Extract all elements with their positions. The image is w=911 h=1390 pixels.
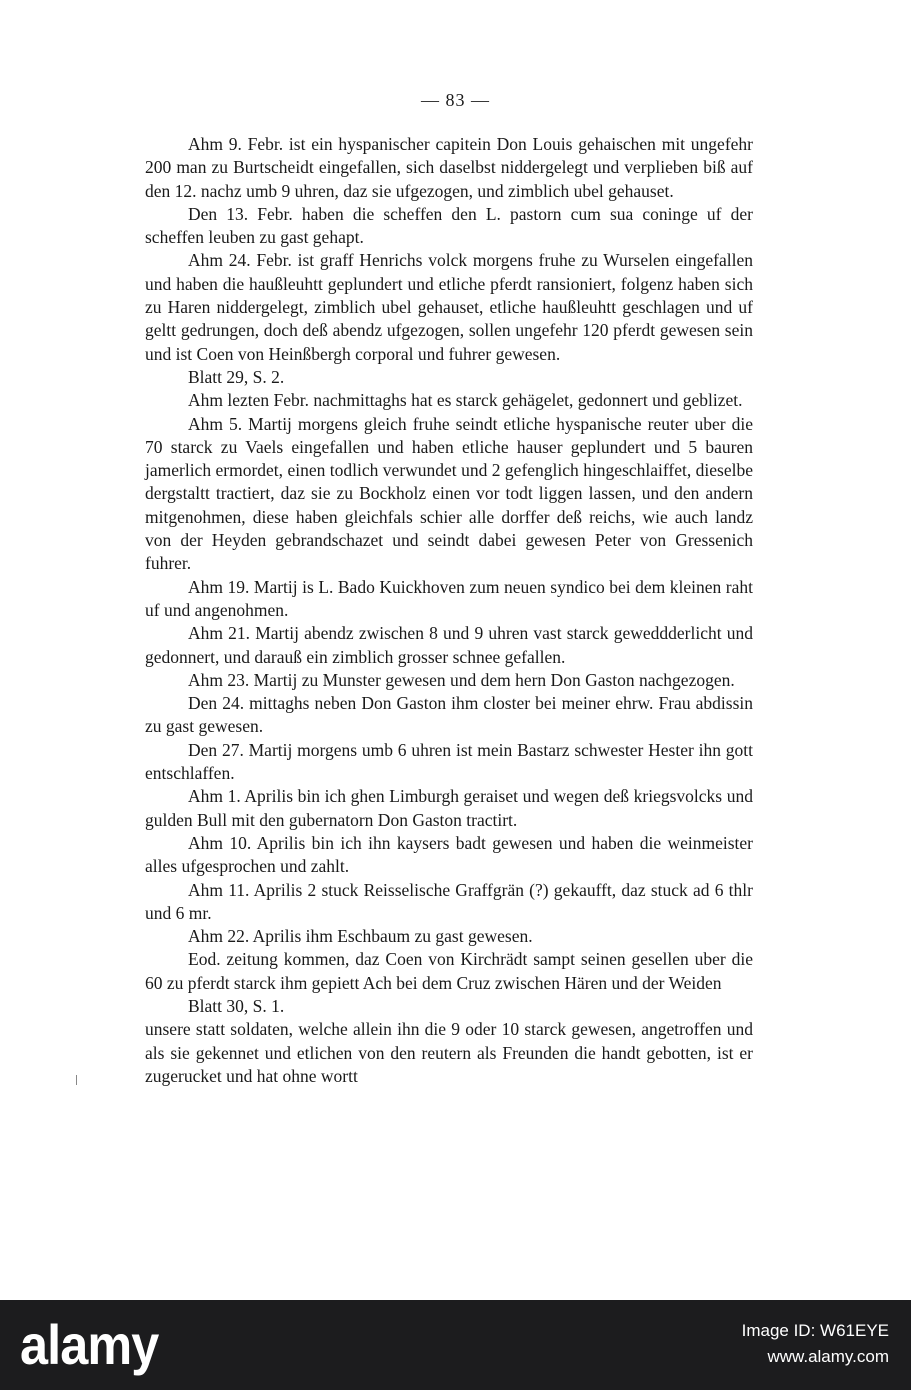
alamy-logo: alamy (20, 1313, 159, 1376)
paragraph: Ahm 22. Aprilis ihm Eschbaum zu gast gewesen. (188, 926, 533, 947)
paragraph: Blatt 30, S. 1. (188, 995, 285, 1016)
paragraph: Ahm 10. Aprilis bin ich ihn kaysers badt gewesen und haben die weinmeister alles ufgesprochen und zahlt. (145, 832, 753, 877)
paragraph: Ahm 24. Febr. ist graff Henrichs volck morgens fruhe zu Wurselen eingefallen und haben die haußleuhtt geplundert und etliche pferdt ransioniert, folgenz haben sich zu Haren niddergelegt, zimblich ubel gehauset, etliche haußleuhtt geschlagen und uf geltt gedrungen, doch deß abendz ufgezogen, sollen ungefehr 120 pferdt gewesen sein und ist Coen von Heinßbergh corporal und fuhrer gewesen. (145, 250, 753, 364)
paragraph: Den 24. mittaghs neben Don Gaston ihm closter bei meiner ehrw. Frau abdissin zu gast gewesen. (145, 693, 753, 737)
watermark-footer (0, 1300, 911, 1390)
paragraph: Eod. zeitung kommen, daz Coen von Kirchrädt sampt seinen gesellen uber die 60 zu pferdt starck ihm gepiett Ach bei dem Cruz zwischen Hären und der Weiden (145, 949, 753, 993)
paragraph: Ahm 11. Aprilis 2 stuck Reisselische Graffgrän (?) gekaufft, daz stuck ad 6 thlr und 6 mr. (145, 879, 753, 923)
paragraph: Ahm 5. Martij morgens gleich fruhe seindt etliche hyspanische reuter uber die 70 starck zu Vaels eingefallen und haben etliche hauser geplundert und 5 bauren jamerlich ermordet, einen todlich verwundet und 2 gefenglich hingeschlaiffet, dieselbe dergstaltt tractiert, daz sie zu Bockholz einen vor todt liggen lassen, und den andern mitgenohmen, diese haben gleichfals schier alle dorffer deß reichs, wie auch landz von der Heyden gebrandschazet und seindt dabei gewesen Peter von Gressenich fuhrer. (145, 413, 753, 574)
paragraph: Den 27. Martij morgens umb 6 uhren ist mein Bastarz schwester Hester ihn gott entschlaffen. (145, 739, 753, 784)
document-body (145, 133, 753, 1088)
paragraph: unsere statt soldaten, welche allein ihn die 9 oder 10 starck gewesen, angetroffen und als sie gekennet und etlichen von den reutern als Freunden die handt gebotten, ist er zugerucket und hat ohne wortt (145, 1019, 753, 1086)
paragraph: Ahm lezten Febr. nachmittaghs hat es starck gehägelet, gedonnert und geblizet. (188, 390, 743, 411)
scan-speck (76, 1075, 77, 1085)
page-number: — 83 — (421, 90, 490, 110)
paragraph: Den 13. Febr. haben die scheffen den L. pastorn cum sua coninge uf der scheffen leuben zu gast gehapt. (145, 203, 753, 248)
paragraph: Ahm 23. Martij zu Munster gewesen und dem hern Don Gaston nachgezogen. (188, 669, 735, 690)
footer-url: www.alamy.com (767, 1347, 889, 1366)
paragraph: Ahm 19. Martij is L. Bado Kuickhoven zum neuen syndico bei dem kleinen raht uf und angenohmen. (145, 576, 753, 620)
paragraph: Ahm 21. Martij abendz zwischen 8 und 9 uhren vast starck geweddderlicht und gedonnert, und darauß ein zimblich grosser schnee gefallen. (145, 623, 753, 667)
paragraph: Ahm 9. Febr. ist ein hyspanischer capitein Don Louis gehaischen mit ungefehr 200 man zu Burtscheidt eingefallen, sich daselbst niddergelegt und verplieben biß auf den 12. nachz umb 9 uhren, daz sie ufgezogen, und zimblich ubel gehauset. (145, 134, 753, 201)
paragraph: Ahm 1. Aprilis bin ich ghen Limburgh geraiset und wegen deß kriegsvolcks und gulden Bull mit den gubernatorn Don Gaston tractirt. (145, 786, 753, 830)
paragraph: Blatt 29, S. 2. (188, 366, 285, 387)
footer-info (742, 1318, 889, 1370)
image-id: Image ID: W61EYE (741, 1321, 889, 1340)
